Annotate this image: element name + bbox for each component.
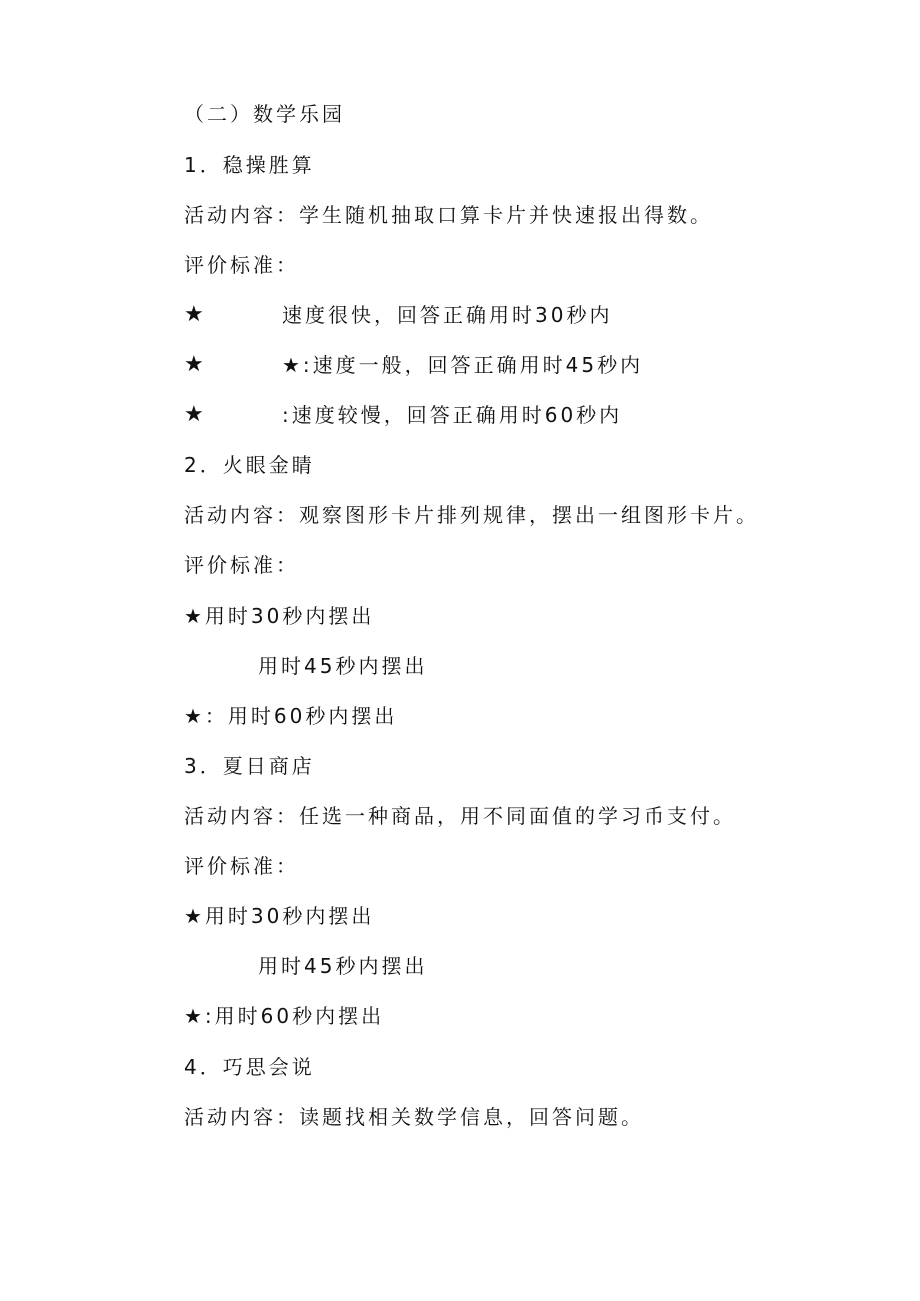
activity-4-content: 活动内容：读题找相关数学信息，回答问题。 bbox=[184, 1105, 644, 1129]
activity-2-criterion-3: ★：用时60秒内摆出 bbox=[184, 704, 398, 728]
activity-1-criterion-2: ★:速度一般，回答正确用时45秒内 bbox=[282, 353, 644, 377]
activity-3-content: 活动内容：任选一种商品，用不同面值的学习币支付。 bbox=[184, 804, 736, 828]
star-icon: ★ bbox=[184, 302, 204, 327]
activity-3-heading: 3．夏日商店 bbox=[184, 754, 315, 778]
activity-2-heading: 2．火眼金睛 bbox=[184, 453, 315, 477]
section-title: （二）数学乐园 bbox=[184, 102, 345, 126]
star-icon: ★ bbox=[184, 352, 204, 377]
activity-4-heading: 4．巧思会说 bbox=[184, 1055, 315, 1079]
star-icon: ★ bbox=[184, 402, 204, 427]
activity-1-heading: 1．稳操胜算 bbox=[184, 153, 315, 177]
activity-3-criterion-1: ★用时30秒内摆出 bbox=[184, 904, 375, 928]
activity-1-criterion-3: :速度较慢，回答正确用时60秒内 bbox=[282, 403, 623, 427]
activity-2-content: 活动内容：观察图形卡片排列规律，摆出一组图形卡片。 bbox=[184, 503, 759, 527]
activity-3-criterion-2: 用时45秒内摆出 bbox=[258, 954, 428, 978]
activity-2-criterion-1: ★用时30秒内摆出 bbox=[184, 604, 375, 628]
activity-1-criteria-label: 评价标准： bbox=[184, 253, 299, 277]
activity-1-criterion-1: 速度很快，回答正确用时30秒内 bbox=[282, 303, 613, 327]
activity-3-criterion-3: ★:用时60秒内摆出 bbox=[184, 1004, 385, 1028]
activity-1-content: 活动内容：学生随机抽取口算卡片并快速报出得数。 bbox=[184, 203, 713, 227]
activity-2-criterion-2: 用时45秒内摆出 bbox=[258, 654, 428, 678]
activity-3-criteria-label: 评价标准： bbox=[184, 854, 299, 878]
activity-2-criteria-label: 评价标准： bbox=[184, 553, 299, 577]
